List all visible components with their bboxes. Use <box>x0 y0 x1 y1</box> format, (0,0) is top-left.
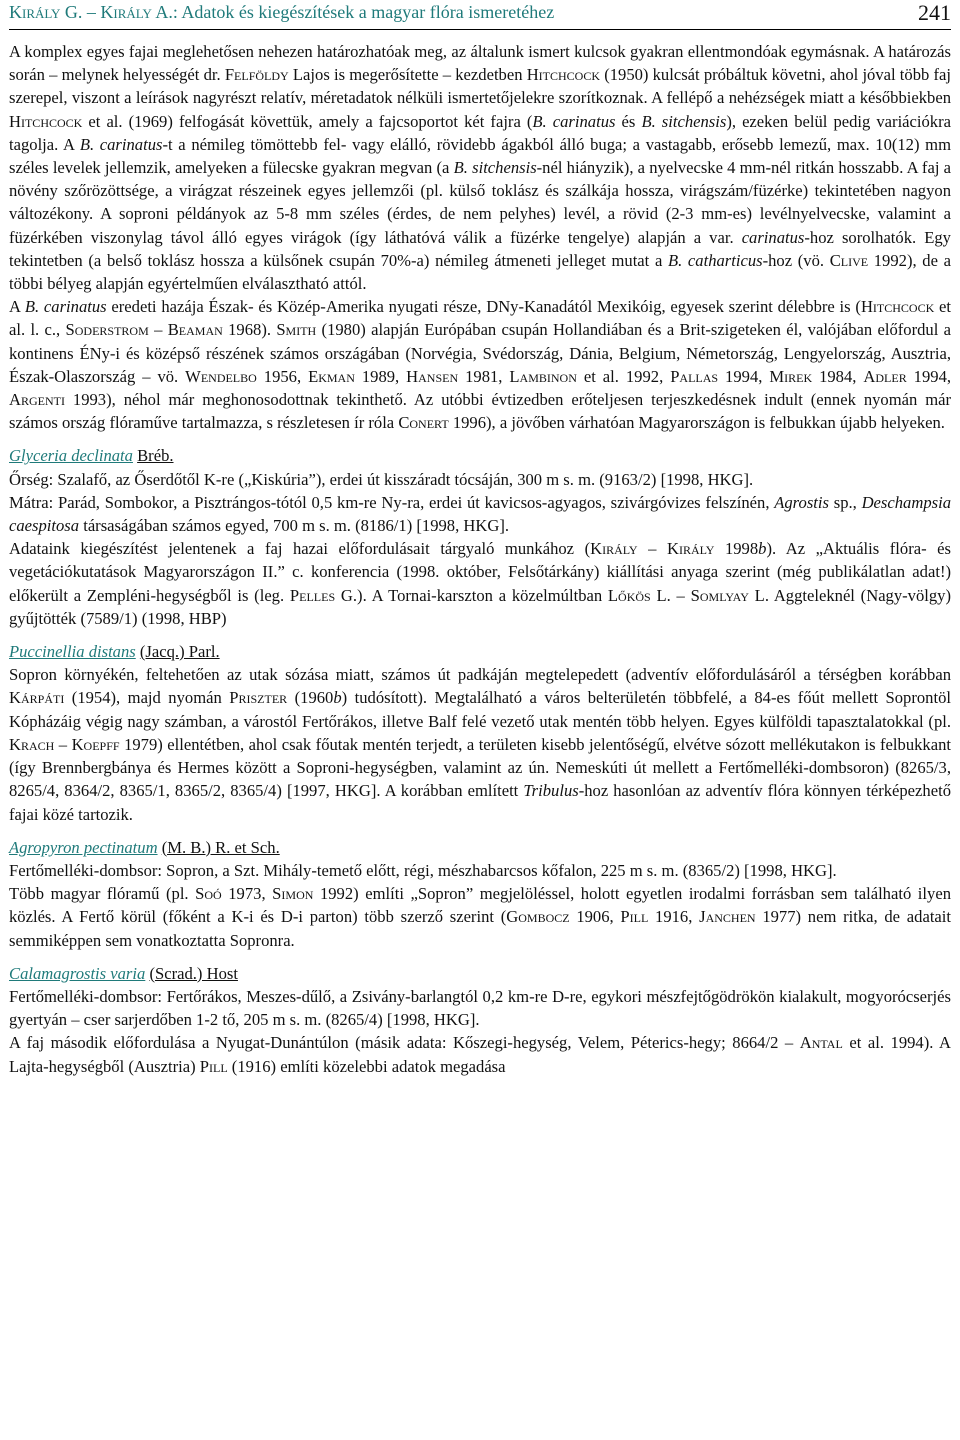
species-heading: Puccinellia distans (Jacq.) Parl. <box>9 642 220 662</box>
page-number: 241 <box>918 0 951 25</box>
paragraph: Fertőmelléki-dombsor: Fertőrákos, Meszes-dűlő, a Zsivány-barlangtól 0,2 km-re D-re, egykori mészfejtőgödrökön kialakult, mogyorócserjés gyertyán – cser sarjerdőben 1-2 tő, 205 m s. m. (8265/4) [1998, HKG]. <box>9 986 951 1030</box>
paragraph: Sopron környékén, feltehetően az utak sózása miatt, számos út padkáján megtelepedett (adventív előfordulásáról a térségben korábban Kárpáti (1954), majd nyomán Priszter (1960b) tudósított). Megtalálható a város belterületén többfelé, a 84-es főút mellett Soprontöl Kópházáig végig nagy számban, a várostól Fertőrákos, illetve Balf felé vezető utak mentén több helyen. Egyes külföldi tapasztalatokkal (pl. Krach – Koepff 1979) ellentétben, ahol csak főutak mentén terjedt, a területen kisebb jelentőségű, elvétve sózott mellékutakon is felbukkant (így Brennbergbánya és Hermes között a Soproni-hegységben, valamint az ún. Nemeskúti út mellett a Fertőmelléki-dombsoron) (8265/3, 8265/4, 8364/2, 8365/1, 8365/2, 8365/4) [1997, HKG]. A korábban említett Tribulus-hoz hasonlóan az adventív flóra könnyen térképezhető fajai közé tartozik. <box>9 665 951 824</box>
paragraph: Több magyar flóramű (pl. Soó 1973, Simon 1992) említi „Sopron” megjelöléssel, holott egyetlen irodalmi forrásban sem található ilyen közlés. A Fertő körül (főként a K-i és D-i parton) több szerző szerint (Gombocz 1906, Pill 1916, Janchen 1977) nem ritka, de adatait semmiképpen sem vonatkoztatta Sopronra. <box>9 884 952 950</box>
paragraph: A komplex egyes fajai meglehetősen nehezen határozhatóak meg, az általunk ismert kulcsok gyakran ellentmondóak egymásnak. A határozás során – melynek helyességét dr. Felföldy Lajos is megerősítette – kezdetben Hitchcock (1950) kulcsát próbáltuk követni, ahol jóval több faj szerepel, viszont a leírások nagyrészt relatív, méretadatok nélküli ismertetőjelekre szorítkoznak. A fellépő a nehézségek miatt a későbbiekben Hitchcock et al. (1969) felfogását követtük, amely a fajcsoportot két fajra (B. carinatus és B. sitchensis), ezeken belül pedig variációkra tagolja. A B. carinatus-t a némileg tömöttebb fel- vagy elálló, rövidebb ágakból álló buga; a vastagabb, erősebb lemezű, max. 10(12) mm széles levelek jellemzik, amelyeken a fülecske gyakran megvan (a B. sitchensis-nél hiányzik), a nyelvecske 4 mm-nél ritkán hosszabb. A faj a növény szőrözöttsége, a virágzat részeinek egyes jellemzői (pl. külső toklász és szálkája hossza, virágszám/füzérke) tekintetében nagyon változékony. A soproni példányok az 5-8 mm széles (érdes, de nem pelyhes) levél, a rövid (2-3 mm-es) levélnyelvecske, valamint a füzérkében viszonylag távol álló egyes virágok (így láthatóvá válik a füzérke tengelye) alapján a var. carinatus-hoz sorolhatók. Egy tekintetben (a belső toklász hossza a külsőnek csupán 70%-a) némileg átmeneti jelleget mutat a B. catharticus-hoz (vö. Clive 1992), de a többi bélyeg alapján egyértelműen elválasztható attól. <box>9 42 951 294</box>
running-header <box>9 0 951 30</box>
paragraph: A B. carinatus eredeti hazája Észak- és Közép-Amerika nyugati része, DNy-Kanadától Mexikóig, egyesek szerint délebbre is (Hitchcock et al. l. c., Soderstrom – Beaman 1968). Smith (1980) alapján Európában csupán Hollandiában és a Brit-szigeteken él, valójában előfordul a kontinens ÉNy-i és középső részének számos országában (Norvégia, Svédország, Dánia, Belgium, Németország, Lengyelország, Ausztria, Észak-Olaszország – vö. Wendelbo 1956, Ekman 1989, Hansen 1981, Lambinon et al. 1992, Pallas 1994, Mirek 1984, Adler 1994, Argenti 1993), néhol már meghonosodottnak tekinthető. Az utóbbi évtizedben erőteljesen terjeszkedésnek indult (ennek nyomán már számos ország flóraműve tartalmazza, s részletesen ír róla Conert 1996), a jövőben várhatóan Magyarországon is felbukkan újabb helyeken. <box>9 297 952 433</box>
running-title: Király G. – Király A.: Adatok és kiegészítések a magyar flóra ismeretéhez <box>9 2 555 22</box>
species-heading: Calamagrostis varia (Scrad.) Host <box>9 963 238 983</box>
paragraph: Őrség: Szalafő, az Őserdőtől K-re („Kiskúria”), erdei út kisszáradt tócsáján, 300 m s. m. (9163/2) [1998, HKG]. <box>9 469 754 489</box>
paragraph: Fertőmelléki-dombsor: Sopron, a Szt. Mihály-temető előtt, régi, mészhabarcsos kőfalon, 225 m s. m. (8365/2) [1998, HKG]. <box>9 860 837 880</box>
paragraph: Adataink kiegészítést jelentenek a faj hazai előfordulásait tárgyaló munkához (Király – Király 1998b). Az „Aktuális flóra- és vegetációkutatások Magyarországon II.” c. konferencia (1998. október, Felsőtárkány) kiállítási anyaga szerint (még publikálatlan adat!) előkerült a Zempléni-hegységből is (leg. Pelles G.). A Tornai-karszton a közelmúltban Lőkös L. – Somlyay L. Aggteleknél (Nagy-völgy) gyűjtötték (7589/1) (1998, HBP) <box>9 539 952 628</box>
species-heading: Glyceria declinata Bréb. <box>9 446 174 466</box>
article-body <box>9 40 951 1078</box>
paragraph: A faj második előfordulása a Nyugat-Dunántúlon (másik adata: Kőszegi-hegység, Velem, Péterics-hegy; 8664/2 – Antal et al. 1994). A Lajta-hegységből (Ausztria) Pill (1916) említi közelebbi adatok megadása <box>9 1033 951 1076</box>
paragraph: Mátra: Parád, Sombokor, a Pisztrángos-tótól 0,5 km-re Ny-ra, erdei út kavicsos-agyagos, szivárgóvizes felszínén, Agrostis sp., Deschampsia caespitosa társaságában számos egyed, 700 m s. m. (8186/1) [1998, HKG]. <box>9 492 951 536</box>
species-heading: Agropyron pectinatum (M. B.) R. et Sch. <box>9 837 280 857</box>
